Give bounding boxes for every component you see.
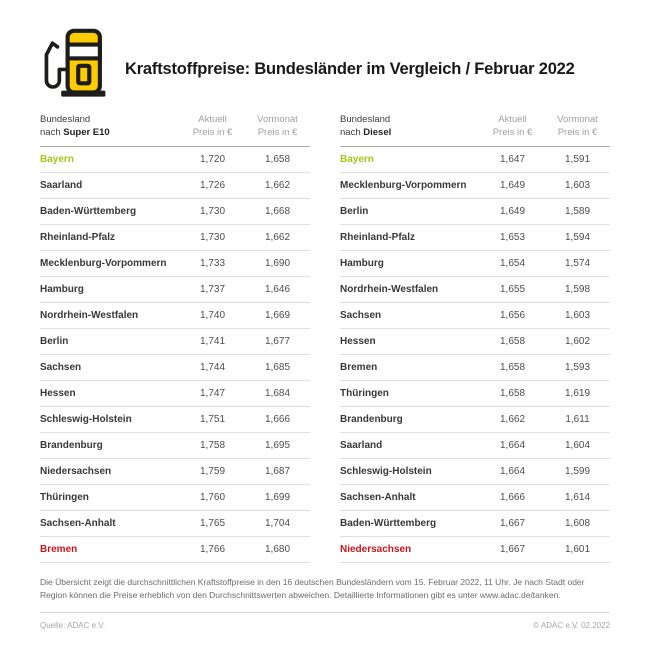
table-row — [40, 172, 310, 198]
current-price-cell: 1,656 — [480, 302, 545, 328]
current-price-cell: 1,667 — [480, 536, 545, 562]
previous-price-cell: 1,704 — [245, 510, 310, 536]
table-row — [340, 146, 610, 172]
previous-price-cell: 1,574 — [545, 250, 610, 276]
state-cell: Sachsen — [40, 354, 180, 380]
header — [40, 26, 610, 106]
previous-price-cell: 1,593 — [545, 354, 610, 380]
previous-price-cell: 1,603 — [545, 172, 610, 198]
current-price-cell: 1,658 — [480, 380, 545, 406]
table-row — [40, 276, 310, 302]
table-row — [40, 380, 310, 406]
current-price-cell: 1,667 — [480, 510, 545, 536]
previous-price-cell: 1,589 — [545, 198, 610, 224]
current-price-cell: 1,664 — [480, 458, 545, 484]
footer — [40, 613, 610, 630]
current-price-cell: 1,758 — [180, 432, 245, 458]
state-cell: Schleswig-Holstein — [340, 458, 480, 484]
table-row — [40, 146, 310, 172]
current-price-cell: 1,726 — [180, 172, 245, 198]
state-cell: Niedersachsen — [340, 536, 480, 562]
current-price-cell: 1,658 — [480, 354, 545, 380]
fuel-label: nach Super E10 — [40, 126, 110, 138]
table-header-row — [40, 114, 310, 146]
state-cell: Thüringen — [40, 484, 180, 510]
current-price-cell: 1,766 — [180, 536, 245, 562]
table-row — [40, 302, 310, 328]
table-header-row — [340, 114, 610, 146]
state-cell: Bayern — [340, 146, 480, 172]
table-row — [340, 354, 610, 380]
column-header-vormonat: Vormonat Preis in € — [545, 114, 610, 146]
previous-price-cell: 1,668 — [245, 198, 310, 224]
state-cell: Mecklenburg-Vorpommern — [40, 250, 180, 276]
state-cell: Hessen — [40, 380, 180, 406]
previous-price-cell: 1,684 — [245, 380, 310, 406]
state-cell: Hessen — [340, 328, 480, 354]
table-super-e10 — [40, 114, 310, 563]
previous-price-cell: 1,690 — [245, 250, 310, 276]
table-row — [40, 354, 310, 380]
fuel-label: nach Diesel — [340, 126, 392, 138]
state-cell: Sachsen-Anhalt — [340, 484, 480, 510]
state-cell: Sachsen-Anhalt — [40, 510, 180, 536]
state-cell: Sachsen — [340, 302, 480, 328]
tables-container — [40, 114, 610, 563]
state-cell: Schleswig-Holstein — [40, 406, 180, 432]
current-price-cell: 1,737 — [180, 276, 245, 302]
current-price-cell: 1,647 — [480, 146, 545, 172]
footnote: Die Übersicht zeigt die durchschnittlichen Kraftstoffpreise in den 16 deutschen Bundesländern vom 15. Februar 2022, 11 Uhr. Je nach Stadt oder Region können die Preise erheblich von den Durchschnittswerten abweichen. Detaillierte Informationen gibt es unter www.adac.de/tanken. — [40, 576, 585, 600]
table-row — [340, 198, 610, 224]
state-cell: Bremen — [40, 536, 180, 562]
table-row — [40, 458, 310, 484]
current-price-cell: 1,744 — [180, 354, 245, 380]
table-diesel — [340, 114, 610, 563]
previous-price-cell: 1,594 — [545, 224, 610, 250]
table-row — [340, 302, 610, 328]
current-price-cell: 1,730 — [180, 198, 245, 224]
previous-price-cell: 1,695 — [245, 432, 310, 458]
state-cell: Bayern — [40, 146, 180, 172]
state-cell: Brandenburg — [40, 432, 180, 458]
previous-price-cell: 1,699 — [245, 484, 310, 510]
table-row — [40, 536, 310, 562]
previous-price-cell: 1,685 — [245, 354, 310, 380]
table-row — [340, 250, 610, 276]
previous-price-cell: 1,604 — [545, 432, 610, 458]
current-price-cell: 1,741 — [180, 328, 245, 354]
column-header-vormonat: Vormonat Preis in € — [245, 114, 310, 146]
table-row — [340, 432, 610, 458]
table-row — [40, 198, 310, 224]
fuel-pump-icon — [40, 26, 110, 100]
previous-price-cell: 1,662 — [245, 172, 310, 198]
previous-price-cell: 1,603 — [545, 302, 610, 328]
table-row — [340, 484, 610, 510]
current-price-cell: 1,751 — [180, 406, 245, 432]
table-row — [40, 406, 310, 432]
current-price-cell: 1,740 — [180, 302, 245, 328]
table-row — [340, 172, 610, 198]
state-cell: Saarland — [340, 432, 480, 458]
previous-price-cell: 1,598 — [545, 276, 610, 302]
state-cell: Rheinland-Pfalz — [40, 224, 180, 250]
current-price-cell: 1,649 — [480, 198, 545, 224]
table-row — [340, 406, 610, 432]
state-cell: Baden-Württemberg — [40, 198, 180, 224]
current-price-cell: 1,649 — [480, 172, 545, 198]
column-header-bundesland — [340, 114, 480, 146]
state-cell: Thüringen — [340, 380, 480, 406]
previous-price-cell: 1,599 — [545, 458, 610, 484]
previous-price-cell: 1,666 — [245, 406, 310, 432]
table-row — [340, 328, 610, 354]
current-price-cell: 1,759 — [180, 458, 245, 484]
previous-price-cell: 1,687 — [245, 458, 310, 484]
current-price-cell: 1,765 — [180, 510, 245, 536]
table-row — [340, 276, 610, 302]
column-header-aktuell: Aktuell Preis in € — [480, 114, 545, 146]
page-title: Kraftstoffpreise: Bundesländer im Vergleich / Februar 2022 — [125, 60, 575, 78]
previous-price-cell: 1,680 — [245, 536, 310, 562]
state-cell: Berlin — [40, 328, 180, 354]
current-price-cell: 1,720 — [180, 146, 245, 172]
state-cell: Bremen — [340, 354, 480, 380]
current-price-cell: 1,655 — [480, 276, 545, 302]
current-price-cell: 1,730 — [180, 224, 245, 250]
copyright-note: © ADAC e.V. 02.2022 — [533, 620, 610, 630]
previous-price-cell: 1,602 — [545, 328, 610, 354]
table-row — [340, 510, 610, 536]
table-row — [340, 536, 610, 562]
column-header-aktuell: Aktuell Preis in € — [180, 114, 245, 146]
state-cell: Saarland — [40, 172, 180, 198]
current-price-cell: 1,733 — [180, 250, 245, 276]
current-price-cell: 1,658 — [480, 328, 545, 354]
table-row — [340, 458, 610, 484]
current-price-cell: 1,654 — [480, 250, 545, 276]
previous-price-cell: 1,614 — [545, 484, 610, 510]
previous-price-cell: 1,591 — [545, 146, 610, 172]
previous-price-cell: 1,662 — [245, 224, 310, 250]
previous-price-cell: 1,611 — [545, 406, 610, 432]
table-row — [340, 380, 610, 406]
state-cell: Mecklenburg-Vorpommern — [340, 172, 480, 198]
previous-price-cell: 1,619 — [545, 380, 610, 406]
state-cell: Nordrhein-Westfalen — [340, 276, 480, 302]
current-price-cell: 1,653 — [480, 224, 545, 250]
table-row — [40, 250, 310, 276]
state-cell: Berlin — [340, 198, 480, 224]
previous-price-cell: 1,608 — [545, 510, 610, 536]
state-cell: Nordrhein-Westfalen — [40, 302, 180, 328]
table-row — [40, 484, 310, 510]
table-row — [340, 224, 610, 250]
previous-price-cell: 1,677 — [245, 328, 310, 354]
state-cell: Rheinland-Pfalz — [340, 224, 480, 250]
bundesland-label: Bundesland — [340, 114, 391, 125]
previous-price-cell: 1,601 — [545, 536, 610, 562]
source-note: Quelle: ADAC e.V. — [40, 620, 106, 630]
table-row — [40, 510, 310, 536]
state-cell: Baden-Württemberg — [340, 510, 480, 536]
state-cell: Hamburg — [340, 250, 480, 276]
state-cell: Brandenburg — [340, 406, 480, 432]
current-price-cell: 1,662 — [480, 406, 545, 432]
current-price-cell: 1,747 — [180, 380, 245, 406]
previous-price-cell: 1,646 — [245, 276, 310, 302]
state-cell: Hamburg — [40, 276, 180, 302]
table-row — [40, 224, 310, 250]
table-row — [40, 432, 310, 458]
current-price-cell: 1,760 — [180, 484, 245, 510]
column-header-bundesland — [40, 114, 180, 146]
state-cell: Niedersachsen — [40, 458, 180, 484]
table-row — [40, 328, 310, 354]
current-price-cell: 1,664 — [480, 432, 545, 458]
bundesland-label: Bundesland — [40, 114, 91, 125]
previous-price-cell: 1,669 — [245, 302, 310, 328]
current-price-cell: 1,666 — [480, 484, 545, 510]
previous-price-cell: 1,658 — [245, 146, 310, 172]
